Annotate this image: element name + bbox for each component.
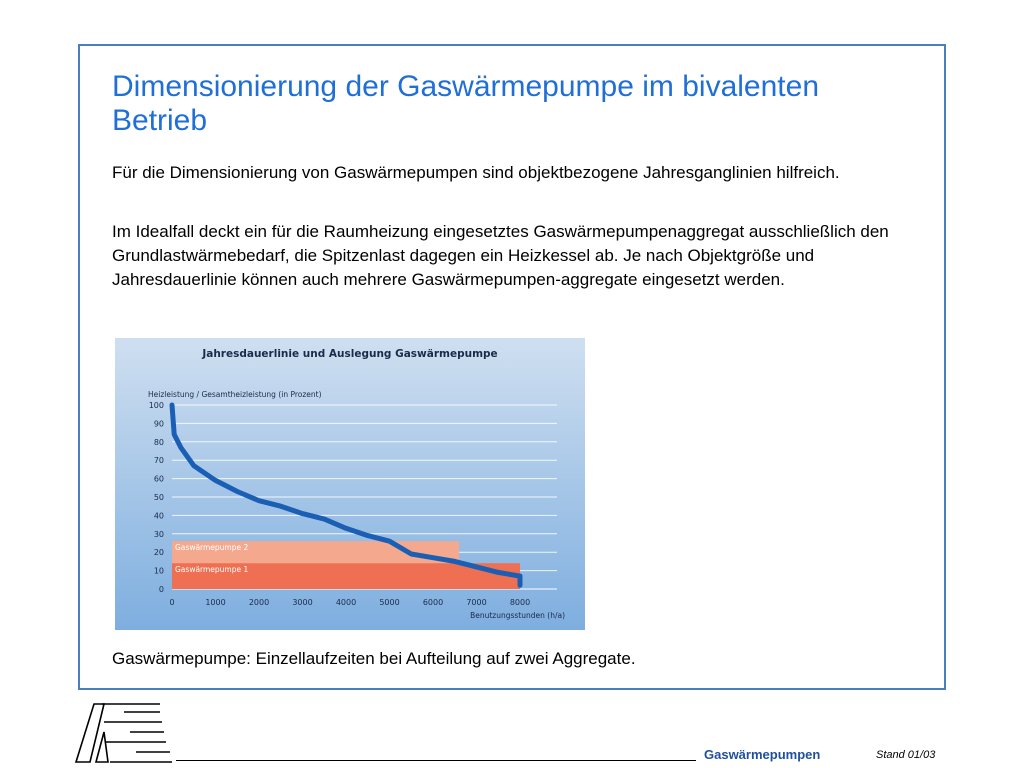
slide-title: Dimensionierung der Gaswärmepumpe im bivalenten Betrieb bbox=[112, 70, 820, 137]
duration-curve-chart bbox=[115, 338, 585, 630]
footer-topic: Gaswärmepumpen bbox=[704, 747, 821, 762]
intro-paragraph: Für die Dimensionierung von Gaswärmepumpen sind objektbezogene Jahresganglinien hilfreich. bbox=[112, 163, 840, 182]
x-tick-label: 2000 bbox=[248, 598, 270, 607]
y-axis-label: Heizleistung / Gesamtheizleistung (in Prozent) bbox=[148, 390, 322, 399]
y-tick-label: 60 bbox=[153, 474, 164, 484]
x-tick-label: 6000 bbox=[422, 598, 444, 607]
capacity-block-label: Gaswärmepumpe 1 bbox=[175, 565, 249, 575]
body-paragraph: Im Idealfall deckt ein für die Raumheizung eingesetztes Gaswärmepumpenaggregat ausschließlich den Grundlastwärmebedarf, die Spitzenlast dagegen ein Heizkessel ab. Je nach Objektgröße und Jahresdauerlinie können auch mehrere Gaswärmepumpen-aggregate eingesetzt werden. bbox=[112, 222, 889, 289]
footer-rule bbox=[176, 760, 696, 761]
y-tick-label: 50 bbox=[153, 493, 164, 502]
x-tick-label: 8000 bbox=[509, 598, 531, 607]
y-tick-label: 100 bbox=[148, 401, 164, 410]
x-axis-label: Benutzungsstunden (h/a) bbox=[470, 611, 565, 620]
y-tick-label: 20 bbox=[153, 548, 164, 558]
x-tick-label: 5000 bbox=[379, 598, 400, 607]
x-tick-label: 0 bbox=[169, 598, 175, 607]
company-logo bbox=[74, 702, 174, 764]
x-tick-label: 7000 bbox=[466, 598, 487, 607]
x-tick-label: 4000 bbox=[335, 598, 357, 607]
chart-caption: Gaswärmepumpe: Einzellaufzeiten bei Aufteilung auf zwei Aggregate. bbox=[112, 649, 636, 668]
y-tick-label: 90 bbox=[153, 419, 164, 429]
capacity-block-label: Gaswärmepumpe 2 bbox=[175, 543, 249, 553]
chart-figure bbox=[115, 338, 585, 630]
y-tick-label: 70 bbox=[153, 456, 164, 466]
x-tick-label: 1000 bbox=[205, 598, 226, 607]
footer-date-stamp: Stand 01/03 bbox=[876, 749, 936, 761]
y-tick-label: 40 bbox=[153, 511, 164, 521]
x-tick-label: 3000 bbox=[292, 598, 313, 607]
y-tick-label: 0 bbox=[158, 585, 164, 594]
y-tick-label: 10 bbox=[153, 566, 164, 576]
chart-title: Jahresdauerlinie und Auslegung Gaswärmepumpe bbox=[202, 348, 498, 360]
y-tick-label: 80 bbox=[153, 437, 164, 447]
y-tick-label: 30 bbox=[153, 529, 164, 539]
